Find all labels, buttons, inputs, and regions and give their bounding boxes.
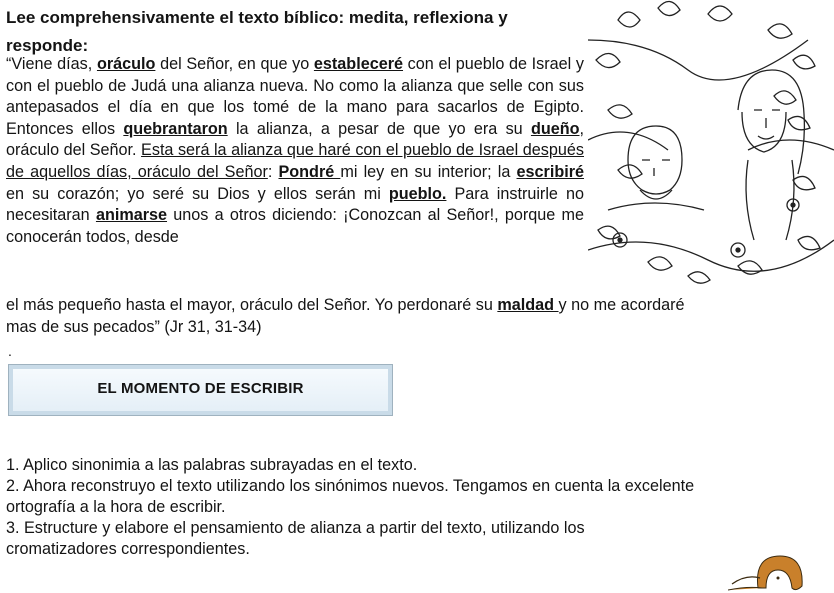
passage-text: , oráculo del Señor.: [6, 119, 584, 160]
passage-text: “Viene días,: [6, 55, 97, 73]
underlined-word: pueblo.: [388, 184, 447, 203]
banner-title: EL MOMENTO DE ESCRIBIR: [97, 380, 304, 397]
passage-text: mi ley en su interior; la: [340, 162, 517, 181]
task-item-1: 1. Aplico sinonimia a las palabras subrayadas en el texto.: [6, 456, 418, 474]
passage-text: la alianza, a pesar de que yo era su: [227, 119, 531, 138]
heading-line-1: Lee comprehensivamente el texto bíblico: medita, reflexiona y: [6, 8, 508, 27]
section-banner: [8, 364, 393, 416]
task-item-2: 2. Ahora reconstruyo el texto utilizando los sinónimos nuevos. Tengamos en cuenta la excelente: [6, 477, 695, 495]
underlined-word: animarse: [95, 206, 168, 225]
passage-text: unos a otros diciendo: ¡Conozcan al Señor!, porque me conocerán todos, desde: [6, 206, 584, 246]
bible-passage-continued: [6, 295, 834, 338]
passage-text: en su corazón; yo seré su Dios y ellos serán mi: [6, 184, 389, 203]
passage-text: con el pueblo de Israel y con el pueblo de Judá una alianza nueva. No como la alianza que selle con sus antepasados el día en que los tomé de la mano para sacarlos de Egipto. Entonces ellos: [6, 55, 584, 138]
underlined-sentence: Esta será la alianza que haré con el pueblo de Israel después de aquellos días, oráculo del Señor: [6, 141, 584, 181]
passage-text: el más pequeño hasta el mayor, oráculo del Señor. Yo perdonaré su: [6, 296, 498, 314]
instruction-heading: [6, 4, 586, 60]
underlined-word: dueño: [530, 119, 580, 138]
stray-dot: .: [8, 343, 12, 359]
underlined-word: escribiré: [516, 162, 585, 181]
passage-citation: mas de sus pecados” (Jr 31, 31-34): [6, 317, 262, 336]
task-item-2-continued: ortografía a la hora de escribir.: [6, 498, 226, 516]
underlined-word: maldad: [497, 296, 559, 314]
passage-text: y no me acordaré: [558, 296, 685, 314]
underlined-word: quebrantaron: [123, 119, 228, 138]
task-item-3-continued: cromatizadores correspondientes.: [6, 540, 250, 558]
underlined-word: Pondré: [278, 162, 341, 181]
passage-line: [6, 295, 834, 317]
bible-passage: [6, 54, 584, 248]
task-item-3: 3. Estructure y elabore el pensamiento de alianza a partir del texto, utilizando los: [6, 519, 585, 537]
passage-text: del Señor, en que yo: [155, 55, 314, 73]
passage-text: :: [267, 162, 279, 181]
task-list: [6, 455, 834, 560]
underlined-word: oráculo: [96, 55, 156, 73]
passage-text: Para instruirle no necesitaran: [6, 184, 584, 225]
adam-eve-illustration: [588, 0, 834, 292]
heading-line-2: responde:: [6, 36, 89, 55]
underlined-word: estableceré: [313, 55, 404, 73]
writing-girl-illustration: [728, 548, 808, 593]
